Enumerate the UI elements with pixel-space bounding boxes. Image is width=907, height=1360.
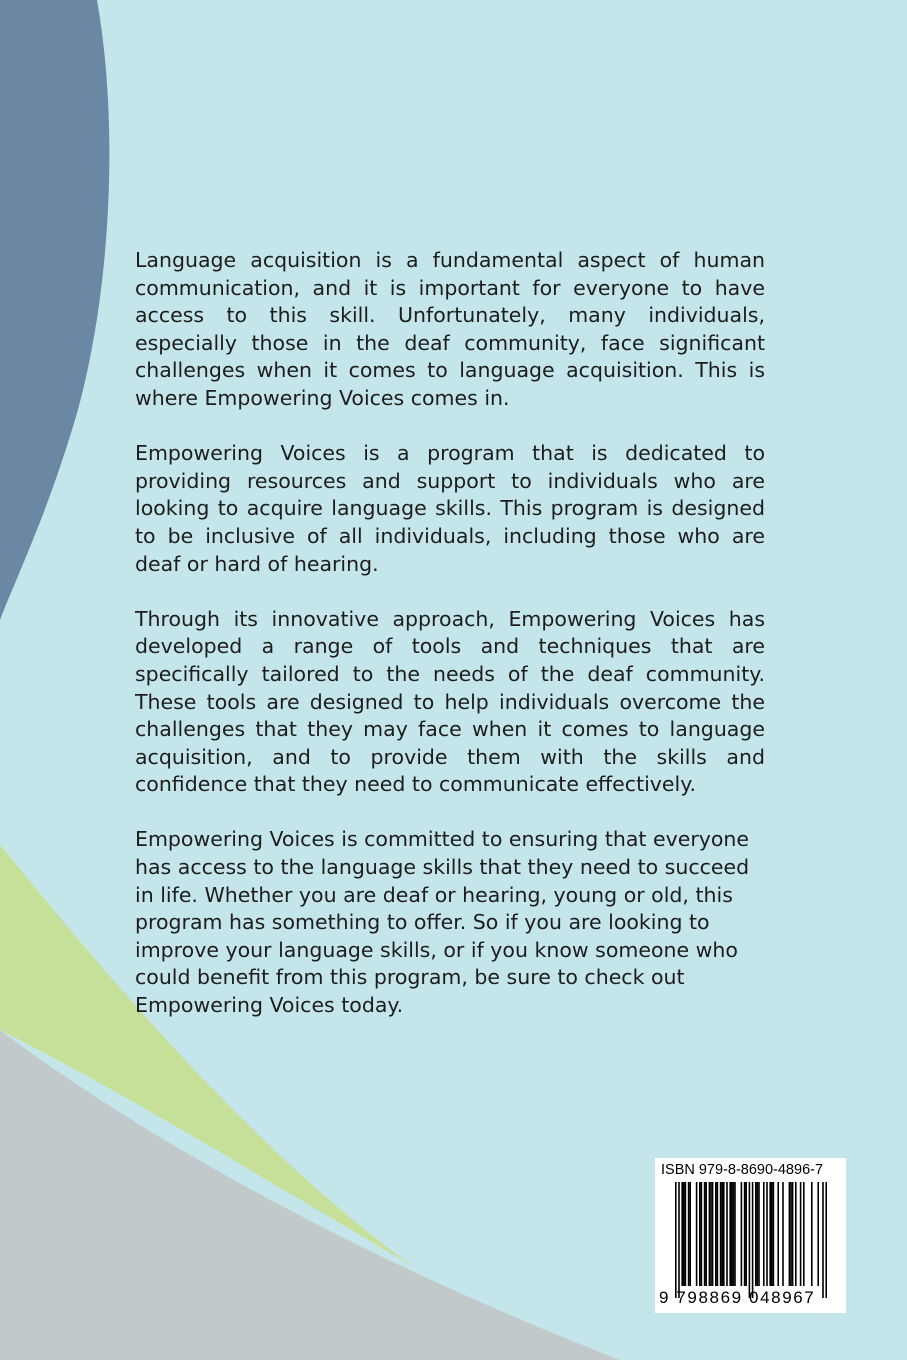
barcode-bar <box>726 1182 728 1286</box>
barcode-bar <box>757 1182 759 1286</box>
barcode-bar <box>696 1182 698 1286</box>
barcode-bar <box>763 1182 765 1286</box>
barcode-bar <box>721 1182 723 1286</box>
barcode-bar <box>705 1182 707 1286</box>
barcode-bar <box>745 1182 747 1286</box>
barcode-bar <box>771 1182 773 1286</box>
barcode-bar <box>817 1182 819 1286</box>
left-blue-band <box>0 0 109 620</box>
barcode-bar <box>790 1182 792 1286</box>
barcode-bar <box>723 1182 725 1286</box>
barcode-bar <box>709 1182 711 1286</box>
barcode-bar <box>744 1182 746 1286</box>
barcode-bar <box>701 1182 703 1286</box>
blurb-paragraph-2: Empowering Voices is a program that is dedicated to providing resources and support to individuals who are looking to acquire language skills. This program is designed to be inclusive of all individuals, including those who are deaf or hard of hearing. <box>135 441 765 576</box>
barcode-bar <box>811 1182 813 1286</box>
blurb-paragraph-3: Through its innovative approach, Empowering Voices has developed a range of tools and techniques that are specifically tailored to the needs of the deaf community. These tools are designed to help individuals overcome the challenges that they may face when it comes to language acquisition, and to provide them with the skills and confidence that they need to communicate effectively. <box>135 606 765 797</box>
barcode-bar <box>749 1182 751 1298</box>
barcode-bar <box>766 1182 768 1286</box>
blurb-paragraph-4: Empowering Voices is committed to ensuring that everyone has access to the language skills that they need to succeed in life. Whether you are deaf or hearing, young or old, this program has something to offer. So if you are looking to improve your language skills, or if you know someone who could benefit from this program, be sure to check out Empowering Voices today. <box>135 827 750 1018</box>
barcode-bar <box>715 1182 717 1286</box>
isbn-barcode-box <box>655 1158 846 1313</box>
barcode-bar <box>731 1182 733 1286</box>
barcode-bar <box>681 1182 683 1286</box>
barcode-bar <box>712 1182 714 1286</box>
barcode-bar <box>683 1182 685 1286</box>
barcode-bar <box>789 1182 791 1286</box>
barcode-bar <box>777 1182 779 1286</box>
barcode-bar <box>825 1182 827 1298</box>
barcode-bar <box>720 1182 722 1286</box>
barcode-bar <box>710 1182 712 1286</box>
barcode-bar <box>782 1182 784 1286</box>
barcode-bar <box>704 1182 706 1286</box>
barcode-bar <box>675 1182 677 1298</box>
barcode-bar <box>752 1182 754 1298</box>
barcode-bar <box>717 1182 719 1286</box>
barcode-bar <box>699 1182 701 1286</box>
barcode-digits: 9 798869 048967 <box>659 1288 816 1307</box>
barcode-bar <box>792 1182 794 1286</box>
barcode-bar <box>685 1182 687 1286</box>
barcode-bar <box>795 1182 797 1286</box>
barcode-bar <box>755 1182 757 1286</box>
barcode-bar <box>689 1182 691 1286</box>
barcode-bar <box>773 1182 775 1286</box>
barcode-bar <box>803 1182 805 1286</box>
barcode-bar <box>822 1182 824 1298</box>
blurb-paragraph-1: Language acquisition is a fundamental aspect of human communication, and it is important for everyone to have access to this skill. Unfortunately, many individuals, especially those in the deaf community, face significant challenges when it comes to language acquisition. This is where Empowering Voices comes in. <box>135 248 765 410</box>
back-cover-blurb <box>135 247 765 1047</box>
barcode-bar <box>800 1182 802 1286</box>
barcode-bar <box>733 1182 735 1286</box>
barcode-bar <box>769 1182 771 1286</box>
barcode-bar <box>678 1182 680 1298</box>
barcode-bar <box>758 1182 760 1286</box>
isbn-label: ISBN 979-8-8690-4896-7 <box>661 1162 824 1178</box>
barcode-bar <box>741 1182 743 1286</box>
barcode-bar <box>729 1182 731 1286</box>
barcode-bar <box>734 1182 736 1286</box>
barcode-bar <box>688 1182 690 1286</box>
